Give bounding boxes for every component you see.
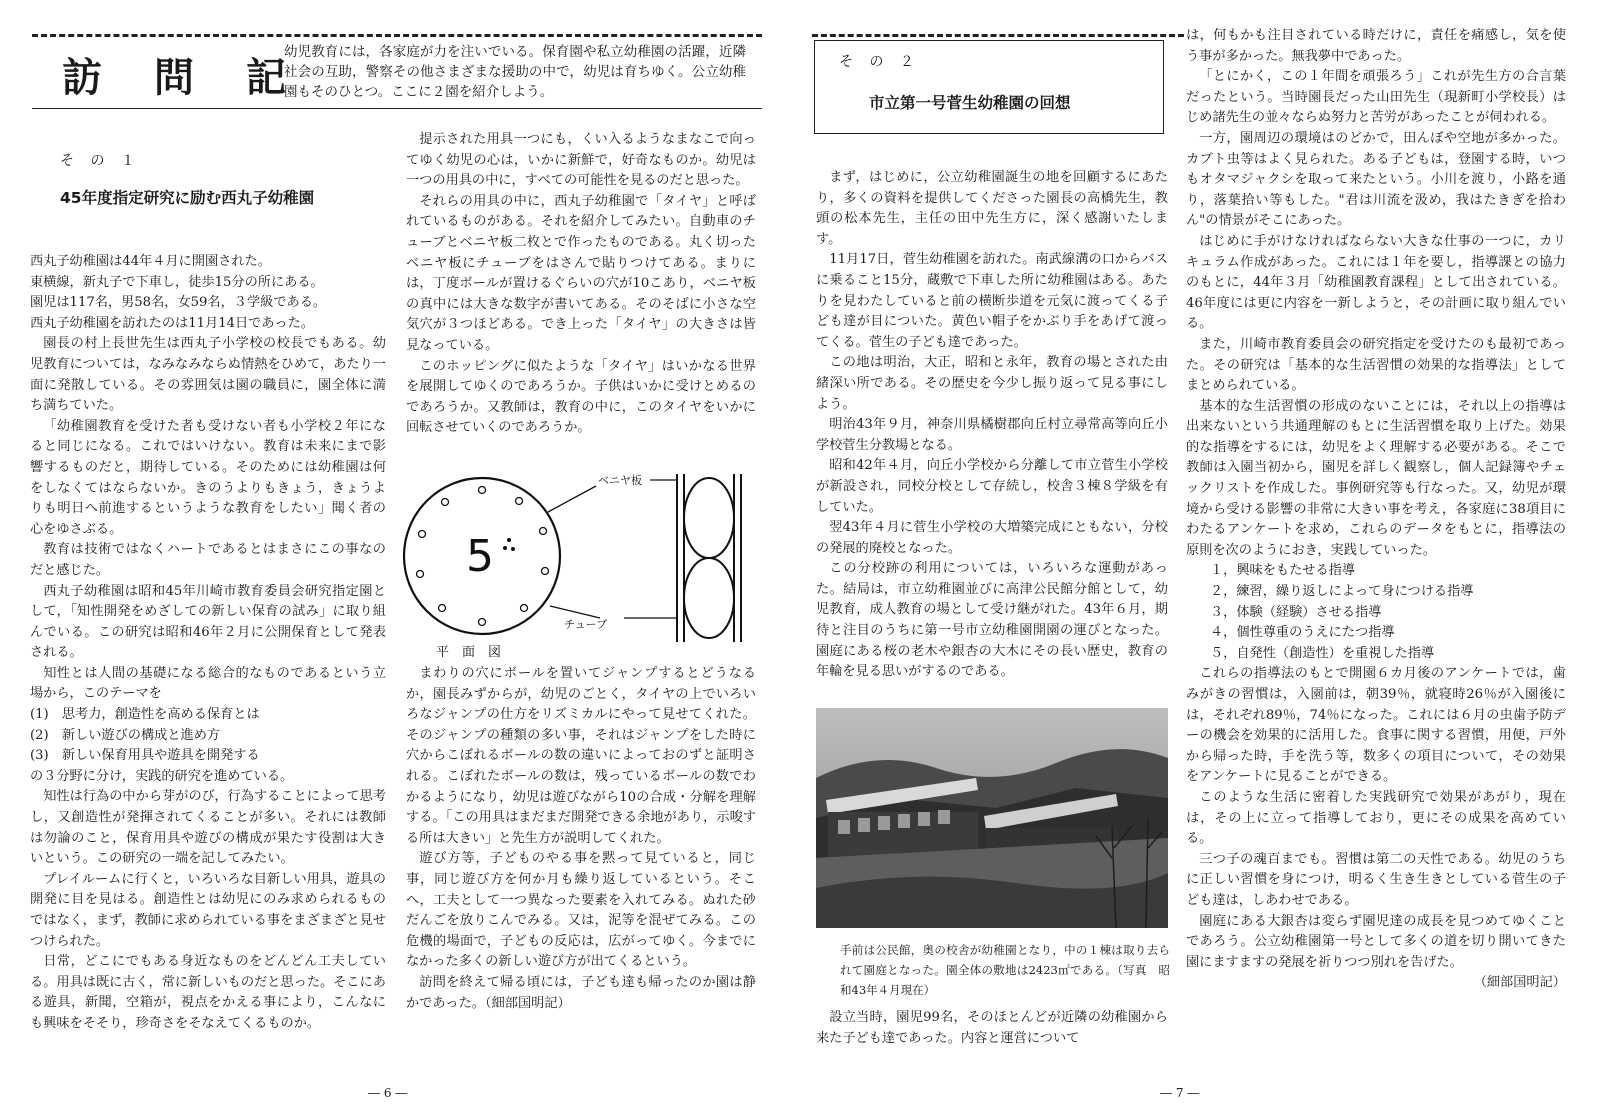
paragraph: はじめに手がけなければならない大きな仕事の一つに，カリキュラム作成があった。これには１年を要し，指導課との協力のもとに，44年３月「幼稚園教育課程」として出されている。46年度には更に内容を一新しようと，その計画に取り組んでいる。 bbox=[1186, 233, 1566, 332]
column-2-top bbox=[406, 130, 756, 439]
list-item: (3) 新しい保育用具や遊具を開発する bbox=[30, 748, 260, 764]
signature: （細部国明記） bbox=[1473, 975, 1566, 991]
paragraph: 遊び方等，子どものやる事を黙って見ていると，同じ事，同じ遊び方を何か月も繰り返しているという。そこへ，工夫として一つ異なった要素を入れてみる。ぬれた砂だんごを放りこんでみる。又は，泥等を混ぜてみる。この危機的場面で，子どもの反応は，広がってゆく。今までになかった多くの新しい遊び方が出てくるという。 bbox=[406, 851, 756, 970]
paragraph: 「とにかく，この１年間を頑張ろう」これが先生方の合言葉だったという。当時園長だった山田先生（現新町小学校長）はじめ諸先生の並々ならぬ努力と苦労があったことが伺われる。 bbox=[1186, 69, 1566, 126]
paragraph: 「幼稚園教育を受けた者も受けない者も小学校２年になると同じになる。これではいけない。教育は未来にまで影響するものだと，期待している。そのためには幼稚園は何をしなくてはならないか。きのうよりもきょう，きょうよりも明日へ前進するというような教育をしたい」聞く者の心をゆさぶる。 bbox=[30, 418, 386, 537]
paragraph: このホッピングに似たような「タイヤ」はいかなる世界を展開してゆくのであろうか。子供はいかに受けとめるのであろうか。又教師は，教育の中に，このタイヤをいかに回転させていくのであろうか。 bbox=[406, 358, 756, 436]
guidance-principles-list bbox=[1186, 561, 1566, 664]
list-item: ４，個性尊重のうえにたつ指導 bbox=[1210, 625, 1395, 641]
page-number-right: ― 7 ― bbox=[1160, 1086, 1200, 1100]
kindergarten-photo bbox=[816, 708, 1168, 928]
top-border-left bbox=[32, 34, 762, 37]
paragraph: 一方，園周辺の環境はのどかで，田んぼや空地が多かった。カブト虫等はよく見られた。ある子どもは，登園する時，いつもオタマジャクシを取って来たという。小川を渡り，小路を通り，落葉拾い等もした。"君は川流を汲め，我はたきぎを拾わん"の情景がそこにあった。 bbox=[1186, 130, 1566, 229]
tube-leader-line bbox=[550, 606, 600, 618]
column-2-bottom bbox=[406, 664, 756, 1014]
section-2-label: そ の ２ bbox=[839, 54, 920, 70]
paragraph: 三つ子の魂百までも。習慣は第二の天性である。幼児のうちに正しい習慣を身につけ，明るく生き生きとしている菅生の子ども達は，しあわせである。 bbox=[1186, 851, 1566, 908]
section-2-title: 市立第一号菅生幼稚園の回想 bbox=[869, 94, 1071, 112]
list-item: ５，自発性（創造性）を重視した指導 bbox=[1210, 645, 1435, 661]
list-item: ３，体験（経験）させる指導 bbox=[1210, 604, 1382, 620]
paragraph: 西丸子幼稚園は44年４月に開園された。 bbox=[30, 254, 271, 269]
list-item: (2) 新しい遊びの構成と進め方 bbox=[30, 727, 221, 743]
paragraph: 教育は技術ではなくハートであるとはまさにこの事なのだと感じた。 bbox=[30, 542, 386, 578]
photo-caption: 手前は公民館，奥の校舎が幼稚園となり，中の１棟は取り去られて園庭となった。園全体の敷地は2423㎡である。（写真 昭和43年４月現在） bbox=[840, 943, 1170, 997]
column-4 bbox=[1186, 26, 1566, 994]
paragraph: プレイルームに行くと，いろいろな目新しい用具，遊具の開発に目を見はる。創造性とは幼児にのみ求められるものではなく，まず，教師に求められている事をまざまざと見せつけられた。 bbox=[30, 871, 386, 949]
air-holes bbox=[503, 538, 515, 551]
paragraph: それらの用具の中に，西丸子幼稚園で「タイヤ」と呼ばれているものがある。それを紹介してみたい。自動車のチューブとベニヤ板二枚とで作ったものである。丸く切ったベニヤ板にチューブをはさんで貼りつけてある。まりには，丁度ボールが置けるぐらいの穴が10こあり，ベニヤ板の真中には大きな数字が書いてある。そのそばに小さな空気穴が３つほどある。でき上った「タイヤ」の大きさは皆見なっている。 bbox=[406, 193, 756, 353]
board-leader-line bbox=[548, 486, 596, 512]
paragraph: は，何もかも注目されている時だけに，責任を痛感し，気を使う事が多かった。無我夢中であった。 bbox=[1186, 28, 1566, 64]
paragraph: 訪問を終えて帰る頃には，子ども達も帰ったのか園は静かであった。（細部国明記） bbox=[406, 974, 756, 1011]
list-item: １，興味をもたせる指導 bbox=[1210, 563, 1356, 579]
paragraph: 昭和42年４月，向丘小学校から分離して市立菅生小学校が新設され，同校分校として存続し，校舎３棟８学級を有していた。 bbox=[816, 458, 1168, 515]
column-1 bbox=[30, 252, 386, 1035]
top-border-right bbox=[812, 34, 1184, 37]
paragraph: の３分野に分け，実践的研究を進めている。 bbox=[30, 768, 294, 784]
column-3 bbox=[816, 168, 1168, 683]
paragraph: 11月17日，菅生幼稚園を訪れた。南武線溝の口からバスに乗ること15分，蔵敷で下車した所に幼稚園はある。あたりを見わたしていると前の横断歩道を元気に渡ってくる子ども達が目についた。黄色い帽子をかぶり手をあげて渡ってくる。菅生の子ども達であった。 bbox=[816, 252, 1168, 350]
tire-diagram bbox=[400, 466, 760, 662]
paragraph: この地は明治，大正，昭和と永年，教育の場とされた由緒深い所である。その歴史を今少し振り返って見る事にしよう。 bbox=[816, 355, 1168, 412]
paragraph: まず，はじめに，公立幼稚園誕生の地を回顧するにあたり，多くの資料を提供してくださった園長の高橋先生，教頭の松本先生，主任の田中先生方に，深く感謝いたします。 bbox=[816, 170, 1168, 247]
page-number-left: ― 6 ― bbox=[368, 1086, 408, 1100]
board-label: ベニヤ板 bbox=[598, 474, 642, 487]
tube-label: チューブ bbox=[564, 618, 608, 631]
tire-number: 5 bbox=[466, 531, 494, 582]
paragraph: 園児は117名，男58名，女59名，３学級である。 bbox=[30, 295, 327, 311]
paragraph: 知性は行為の中から芽がのび，行為することによって思考し，又創造性が発揮されてくることが多い。それには教師は勿論のこと，保育用具や遊びの構成が果たす役割は大きいという。この研究の一端を記してみたい。 bbox=[30, 789, 386, 867]
header-rule bbox=[32, 108, 762, 109]
section-1-title: 45年度指定研究に励む西丸子幼稚園 bbox=[60, 189, 315, 207]
column-3-bottom bbox=[816, 1008, 1168, 1049]
intro-text: 幼児教育には，各家庭が力を注いでいる。保育園や私立幼稚園の活躍，近隣社会の互助，警察その他さまざまな援助の中で，幼児は育ちゆく。公立幼稚園もそのひとつ。ここに２園を紹介しよう。 bbox=[284, 44, 746, 100]
paragraph: 提示された用具一つにも，くい入るようなまなこで向ってゆく幼児の心は，いかに新鮮で，好奇なものか。幼児は一つの用具の中に，すべての可能性を見るのだと思った。 bbox=[406, 132, 756, 189]
list-item: (1) 思考力，創造性を高める保育とは bbox=[30, 707, 260, 723]
section-1-label: そ の １ bbox=[60, 153, 141, 169]
page-title: 訪 問 記 bbox=[62, 55, 292, 101]
paragraph: 東横線，新丸子で下車し，徒歩15分の所にある。 bbox=[30, 274, 324, 290]
paragraph: 設立当時，園児99名，そのほとんどが近隣の幼稚園から来た子ども達であった。内容と運営について bbox=[816, 1010, 1168, 1046]
paragraph: 園長の村上長世先生は西丸子小学校の校長でもある。幼児教育については，なみなみならぬ情熱をひめて，あたり一面に発散している。その雰囲気は園の職員に，園全体に満ち満ちていた。 bbox=[30, 336, 386, 414]
section-2-box bbox=[814, 40, 1164, 134]
paragraph: 明治43年９月，神奈川県橘樹郡向丘村立尋常高等向丘小学校菅生分教場となる。 bbox=[816, 417, 1168, 453]
tire-side-view bbox=[677, 474, 741, 642]
figure-caption: 平 面 図 bbox=[436, 645, 502, 660]
paragraph: 知性とは人間の基礎になる総合的なものであるという立場から，このテーマを bbox=[30, 665, 386, 702]
paragraph: 西丸子幼稚園は昭和45年川崎市教育委員会研究指定園として，「知性開発をめざしての新しい保育の試み」に取り組んでいる。この研究は昭和46年２月に公開保育として発表される。 bbox=[30, 583, 386, 661]
paragraph: 翌43年４月に菅生小学校の大増築完成にともない，分校の発展的廃校となった。 bbox=[816, 520, 1168, 556]
list-item: ２，練習，繰り返しによって身につける指導 bbox=[1210, 584, 1474, 600]
paragraph: このような生活に密着した実践研究で効果があがり，現在は，その上に立って指導しており，更にその成果を高めている。 bbox=[1186, 789, 1566, 847]
paragraph: 基本的な生活習慣の形成のないことには，それ以上の指導は出来ないという共通理解のもとに生活習慣を取り上げた。効果的な指導をするには，幼児をよく理解する必要がある。そこで教師は入園当初から，園児を詳しく観察し，個人記録簿やチェックリストを作成した。事例研究等も行なった。又，幼児が環境から受ける影響の非常に大きい事を考え，各家庭に38項目にわたるアンケートを求め，これらのデータをもとに，指導法の原則を次のようにおき，実践していった。 bbox=[1186, 398, 1566, 558]
paragraph: また，川崎市教育委員会の研究指定を受けたのも最初であった。その研究は「基本的な生活習慣の効果的な指導法」としてまとめられている。 bbox=[1186, 336, 1566, 394]
paragraph: この分校跡の利用については，いろいろな運動があった。結局は，市立幼稚園並びに高津公民館分館として，幼児教育，成人教育の場として受け継がれた。43年６月，期待と注目のうちに第一号市立幼稚園開園の運びとなった。園庭にある桜の老木や銀杏の大木にその長い歴史，教育の年輪を見る思いがするのである。 bbox=[816, 561, 1168, 680]
paragraph: まわりの穴にボールを置いてジャンプするとどうなるか，園長みずからが，幼児のごとく，タイヤの上でいろいろなジャンプの仕方をリズミカルにやって見せてくれた。そのジャンプの種類の多い事，それはジャンプをした時に穴からこぼれるボールの数の違いによっておのずと証明される。こぼれたボールの数は，残っているボールの数でわかるようになり，幼児は遊びながら10の合成・分解を理解する。「この用具はまだまだ開発できる余地があり，示唆する所は大きい」と先生方が説明してくれた。 bbox=[406, 666, 756, 846]
paragraph: これらの指導法のもとで開園６カ月後のアンケートでは，歯みがきの習慣は，入園前は，朝39％，就寝時26％が入園後には，それぞれ89％，74％になった。これには６月の虫歯予防デーの機会を効果的に活用した。食事に関する習慣，用便，戸外から帰った時，手を洗う等，数多くの項目について，その効果をアンケートに見ることができる。 bbox=[1186, 666, 1566, 785]
paragraph: 日常，どこにでもある身近なものをどんどん工夫している。用具は既に古く，常に新しいものだと思った。そこにある遊具，新聞，空箱が，視点をかえる事により，こんなにも興味をそそり，珍奇さをそなえてくるものか。 bbox=[30, 954, 386, 1031]
paragraph: 西丸子幼稚園を訪れたのは11月14日であった。 bbox=[30, 315, 314, 331]
paragraph: 園庭にある大銀杏は変らず園児達の成長を見つめてゆくことであろう。公立幼稚園第一号として多くの道を切り開いてきた園にますますの発展を祈りつつ別れを告げた。 bbox=[1186, 913, 1566, 970]
